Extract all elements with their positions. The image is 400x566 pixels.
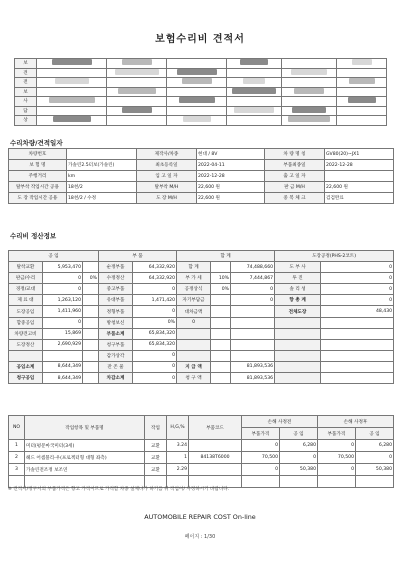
settlement-label <box>177 339 211 350</box>
settlement-value: 0 <box>43 284 83 295</box>
settlement-value <box>231 317 275 328</box>
vehicle-label: 출 고 일 자 <box>265 171 325 182</box>
redacted-cell <box>167 68 227 78</box>
settlement-label: 청구공임 <box>9 373 43 384</box>
redaction-bar <box>291 69 327 75</box>
redacted-cell <box>337 87 387 97</box>
info-row-label: 보 <box>15 87 37 97</box>
settlement-label: 탈착교환 <box>9 262 43 273</box>
info-row-label: 담 <box>15 106 37 116</box>
vehicle-label: 도 장 M/H <box>137 193 197 204</box>
items-header-before: 손해 사정전 <box>242 416 318 428</box>
settlement-value <box>321 373 394 384</box>
work-item-cell: 50,380 <box>280 464 318 476</box>
document-title: 보험수리비 견적서 <box>155 34 245 45</box>
work-item-cell: 0 <box>356 452 394 464</box>
settlement-value <box>321 328 394 339</box>
info-row <box>15 106 387 116</box>
work-item-cell: 3 <box>9 464 25 476</box>
work-item-row <box>9 452 394 464</box>
info-row-label: 사 <box>15 97 37 107</box>
settlement-label: 감가상각 <box>99 350 133 361</box>
redaction-bar <box>177 69 217 75</box>
redacted-cell <box>167 97 227 107</box>
redacted-cell <box>282 87 337 97</box>
redacted-cell <box>107 59 167 69</box>
vehicle-row <box>9 149 394 160</box>
redacted-cell <box>227 106 282 116</box>
info-row-label: 전 <box>15 78 37 88</box>
redacted-cell <box>37 116 107 126</box>
settlement-value: 0 <box>43 273 83 284</box>
vehicle-value: km <box>67 171 137 182</box>
items-header-code: 부품코드 <box>189 416 242 440</box>
redaction-bar <box>115 69 159 75</box>
vehicle-label: 주행거리 <box>9 171 67 182</box>
settlement-label: 0 <box>177 317 211 328</box>
settlement-label <box>275 339 321 350</box>
settlement-label <box>275 317 321 328</box>
vehicle-value: GV80(20)~JX1 <box>325 149 394 160</box>
settlement-label <box>177 350 211 361</box>
settlement-label <box>9 350 43 361</box>
redacted-cell <box>337 97 387 107</box>
redacted-cell <box>227 87 282 97</box>
info-row <box>15 116 387 126</box>
redaction-bar <box>122 59 152 65</box>
settlement-row <box>9 306 394 317</box>
settlement-value: 7,444,867 <box>231 273 275 284</box>
items-header-hg: H,G,% <box>167 416 189 440</box>
settlement-value <box>83 328 99 339</box>
redaction-bar <box>55 78 89 84</box>
items-header-name: 작업항목 및 부품명 <box>25 416 145 440</box>
work-item-cell <box>189 440 242 452</box>
settlement-value <box>83 295 99 306</box>
settlement-row <box>9 284 394 295</box>
labor-header: 공 임 <box>9 251 99 262</box>
redaction-bar <box>49 97 95 103</box>
work-item-cell: 3.24 <box>167 440 189 452</box>
paint-header: 도장공정(PHS-2코트) <box>275 251 394 262</box>
settlement-label <box>177 328 211 339</box>
settlement-row <box>9 295 394 306</box>
vehicle-value: 22,600 원 <box>197 182 265 193</box>
redacted-cell <box>337 59 387 69</box>
vehicle-label: 부품최종일 <box>265 160 325 171</box>
redacted-cell <box>227 59 282 69</box>
redacted-cell <box>227 68 282 78</box>
redacted-cell <box>282 97 337 107</box>
settlement-label: 공임소계 <box>9 361 43 372</box>
settlement-label: 방청보신 <box>99 317 133 328</box>
settlement-value: 0 <box>321 262 394 273</box>
vehicle-label: 입 고 일 자 <box>137 171 197 182</box>
settlement-value: 0 <box>321 273 394 284</box>
redacted-cell <box>167 59 227 69</box>
settlement-value <box>211 350 231 361</box>
work-item-cell <box>189 464 242 476</box>
settlement-label: 잔 존 물 <box>99 361 133 372</box>
items-sub-labor-after: 공 임 <box>356 428 394 440</box>
redacted-cell <box>227 78 282 88</box>
redaction-bar <box>234 107 274 113</box>
redacted-cell <box>37 68 107 78</box>
work-item-cell: 교환 <box>145 452 167 464</box>
vehicle-label: 최초등록일 <box>137 160 197 171</box>
settlement-label: 순정부품 <box>99 262 133 273</box>
vehicle-row <box>9 171 394 182</box>
redacted-cell <box>167 106 227 116</box>
redaction-bar <box>232 88 276 94</box>
settlement-value <box>231 306 275 317</box>
redacted-cell <box>167 116 227 126</box>
settlement-row <box>9 273 394 284</box>
settlement-value: 64,332,920 <box>133 262 177 273</box>
settlement-label: 지 급 액 <box>177 361 211 372</box>
items-sub-parts-after: 부품가격 <box>318 428 356 440</box>
settlement-label <box>275 373 321 384</box>
settlement-value <box>211 262 231 273</box>
settlement-value <box>321 339 394 350</box>
settlement-row <box>9 350 394 361</box>
vehicle-label: 탈부착 M/H <box>137 182 197 193</box>
redaction-bar <box>182 78 212 84</box>
settlement-section-title: 수리비 정산정보 <box>10 232 57 240</box>
work-item-cell: 2 <box>9 452 25 464</box>
settlement-value: 48,430 <box>321 306 394 317</box>
settlement-label: 차량견고비 <box>9 328 43 339</box>
vehicle-value: 현대 / 8V <box>197 149 265 160</box>
settlement-value: 0 <box>133 361 177 372</box>
redacted-cell <box>37 59 107 69</box>
settlement-value: 65,834,320 <box>133 339 177 350</box>
vehicle-row <box>9 160 394 171</box>
info-row <box>15 59 387 69</box>
vehicle-value <box>325 171 394 182</box>
settlement-value: 0 <box>231 295 275 306</box>
redacted-cell <box>167 87 227 97</box>
settlement-value <box>211 328 231 339</box>
settlement-label: 도장공임 <box>9 306 43 317</box>
redacted-cell <box>107 78 167 88</box>
settlement-value <box>43 350 83 361</box>
settlement-value <box>83 373 99 384</box>
settlement-value <box>321 350 394 361</box>
settlement-label: 판금/수리 <box>9 273 43 284</box>
vehicle-value: 2022-12-28 <box>197 171 265 182</box>
settlement-label <box>275 350 321 361</box>
total-header: 합 계 <box>177 251 275 262</box>
settlement-value: 5,953,470 <box>43 262 83 273</box>
parts-header: 부 품 <box>99 251 177 262</box>
settlement-label <box>275 361 321 372</box>
redacted-cell <box>282 68 337 78</box>
settlement-value <box>211 339 231 350</box>
work-item-cell: 6,280 <box>280 440 318 452</box>
redaction-bar <box>294 88 324 94</box>
settlement-label: 대차금액 <box>177 306 211 317</box>
vehicle-info-table <box>8 148 394 204</box>
vehicle-value: 검검완료 <box>325 193 394 204</box>
redaction-bar <box>118 88 156 94</box>
redaction-bar <box>240 59 268 65</box>
settlement-label: 정형부품 <box>99 306 133 317</box>
settlement-label: 제 료 대 <box>9 295 43 306</box>
redaction-bar <box>288 116 330 122</box>
work-item-cell: 교환 <box>145 464 167 476</box>
settlement-row <box>9 317 394 328</box>
settlement-value: 0 <box>133 373 177 384</box>
info-row <box>15 78 387 88</box>
work-item-cell: 1 <box>167 452 189 464</box>
settlement-label: 향 총 계 <box>275 295 321 306</box>
work-item-cell: 0 <box>242 440 280 452</box>
settlement-label: 중고부품 <box>99 284 133 295</box>
settlement-value <box>231 350 275 361</box>
settlement-label: 수정정산 <box>99 273 133 284</box>
settlement-value <box>231 339 275 350</box>
redacted-cell <box>107 116 167 126</box>
work-item-cell: 0 <box>242 464 280 476</box>
settlement-value: 0 <box>321 295 394 306</box>
vehicle-label: 탈부착 작업시간 공용 <box>9 182 67 193</box>
vehicle-value: 22,600 원 <box>325 182 394 193</box>
work-item-cell: 0 <box>280 452 318 464</box>
redacted-cell <box>337 68 387 78</box>
work-item-cell: 헤드 어셈블리-우(프로젝터형 대형 좌측) <box>25 452 145 464</box>
info-row-label: 보 <box>15 59 37 69</box>
insurance-info-table <box>14 58 387 126</box>
settlement-label: 유대부품 <box>99 295 133 306</box>
redaction-bar <box>348 97 376 103</box>
settlement-label: 전체도장 <box>275 306 321 317</box>
settlement-label: 투 진 <box>275 273 321 284</box>
redacted-cell <box>282 116 337 126</box>
settlement-value: 81,893,536 <box>231 361 275 372</box>
settlement-row <box>9 339 394 350</box>
settlement-value <box>211 295 231 306</box>
settlement-value: 8,644,349 <box>43 373 83 384</box>
vehicle-value: 18천/2 / 수정 <box>67 193 137 204</box>
settlement-value: 1,411,960 <box>43 306 83 317</box>
settlement-row <box>9 262 394 273</box>
settlement-value: 15,869 <box>43 328 83 339</box>
settlement-value <box>211 306 231 317</box>
info-row-label: 견 <box>15 68 37 78</box>
settlement-label: 합중공임 <box>9 317 43 328</box>
work-item-cell: 70,500 <box>242 452 280 464</box>
redaction-bar <box>122 107 152 113</box>
work-item-cell: 2.29 <box>167 464 189 476</box>
redaction-bar <box>349 78 375 84</box>
vehicle-section-title: 수리차량/견적일자 <box>10 139 63 147</box>
redaction-bar <box>52 59 92 65</box>
settlement-label: 합 계 <box>177 262 211 273</box>
vehicle-row <box>9 182 394 193</box>
redacted-cell <box>37 78 107 88</box>
redacted-cell <box>167 78 227 88</box>
settlement-value: 0 <box>133 350 177 361</box>
settlement-value <box>211 317 231 328</box>
disclaimer-note: ※ 견적서/정구서의 부품가격은 향고 가격이므로 가격할 차종 실제나가 하기를 위 작업이/ 사정하시기 바랍니다. <box>8 487 230 492</box>
vehicle-value: 18천/2 <box>67 182 137 193</box>
work-item-cell: 6,280 <box>356 440 394 452</box>
settlement-label <box>275 328 321 339</box>
work-item-cell: 0 <box>318 464 356 476</box>
work-item-cell: 84138T6000 <box>189 452 242 464</box>
settlement-value: 2,690,929 <box>43 339 83 350</box>
settlement-value: 65,834,320 <box>133 328 177 339</box>
redaction-bar <box>179 97 215 103</box>
settlement-value: 0 <box>321 284 394 295</box>
vehicle-label: 제작사/차종 <box>137 149 197 160</box>
settlement-label: 부 가 세 <box>177 273 211 284</box>
settlement-label: 공정상식 <box>177 284 211 295</box>
settlement-value <box>83 284 99 295</box>
vehicle-row <box>9 193 394 204</box>
items-sub-labor-before: 공 임 <box>280 428 318 440</box>
settlement-value <box>83 350 99 361</box>
settlement-label: 자기부담금 <box>177 295 211 306</box>
work-item-cell: 미터(평문마국미터(3세) <box>25 440 145 452</box>
settlement-value: 0% <box>83 273 99 284</box>
redacted-cell <box>107 87 167 97</box>
redacted-cell <box>337 106 387 116</box>
work-item-cell: 0 <box>318 440 356 452</box>
vehicle-value: 가솔린2.5터보(가솔린) <box>67 160 137 171</box>
info-row-label: 상 <box>15 116 37 126</box>
redacted-cell <box>37 106 107 116</box>
vehicle-label: 차 량 명 칭 <box>265 149 325 160</box>
settlement-value: 0 <box>231 284 275 295</box>
redacted-cell <box>282 78 337 88</box>
info-row <box>15 97 387 107</box>
settlement-value <box>83 361 99 372</box>
settlement-value <box>83 317 99 328</box>
redacted-cell <box>282 106 337 116</box>
vehicle-value: 2022-04-11 <box>197 160 265 171</box>
vehicle-value: 2022-12-28 <box>325 160 394 171</box>
vehicle-value <box>67 149 137 160</box>
settlement-label: 청 구 액 <box>177 373 211 384</box>
redacted-cell <box>107 68 167 78</box>
redacted-cell <box>107 106 167 116</box>
settlement-label: 청구부품 <box>99 339 133 350</box>
redacted-cell <box>282 59 337 69</box>
work-item-row <box>9 464 394 476</box>
redacted-cell <box>337 116 387 126</box>
settlement-value <box>83 262 99 273</box>
vehicle-label: 판 금 M/H <box>265 182 325 193</box>
settlement-label: 차감소계 <box>99 373 133 384</box>
vehicle-label: 차량번호 <box>9 149 67 160</box>
settlement-value <box>321 361 394 372</box>
items-header-after: 손해 사정후 <box>318 416 394 428</box>
redaction-bar <box>243 78 265 84</box>
work-item-cell: 1 <box>9 440 25 452</box>
settlement-row <box>9 373 394 384</box>
settlement-value: 74,488,660 <box>231 262 275 273</box>
settlement-label: 부품소계 <box>99 328 133 339</box>
redacted-cell <box>227 97 282 107</box>
redacted-cell <box>337 78 387 88</box>
settlement-row <box>9 361 394 372</box>
settlement-label: 경정/교대 <box>9 284 43 295</box>
settlement-label: 도장정산 <box>9 339 43 350</box>
redacted-cell <box>37 87 107 97</box>
redaction-bar <box>292 107 326 113</box>
settlement-value: 0 <box>133 284 177 295</box>
vehicle-label: 보 험 명 <box>9 160 67 171</box>
footer-title: AUTOMOBILE REPAIR COST On-line <box>144 513 256 521</box>
vehicle-label: 중 복 체 크 <box>265 193 325 204</box>
redacted-cell <box>227 116 282 126</box>
settlement-label: 도 부 사 <box>275 262 321 273</box>
settlement-value: 0% <box>133 317 177 328</box>
redacted-cell <box>37 97 107 107</box>
settlement-value <box>211 373 231 384</box>
settlement-value: 81,893,536 <box>231 373 275 384</box>
settlement-value <box>83 339 99 350</box>
settlement-value <box>321 317 394 328</box>
redaction-bar <box>183 116 211 122</box>
work-item-cell: 교환 <box>145 440 167 452</box>
settlement-value: 0 <box>43 317 83 328</box>
settlement-value <box>211 361 231 372</box>
settlement-value <box>83 306 99 317</box>
items-header-no: NO <box>9 416 25 440</box>
settlement-value: 1,471,420 <box>133 295 177 306</box>
settlement-value: 64,332,920 <box>133 273 177 284</box>
items-sub-parts-before: 부품가격 <box>242 428 280 440</box>
settlement-value <box>231 328 275 339</box>
settlement-label: 솔 리 성 <box>275 284 321 295</box>
settlement-value: 8,644,349 <box>43 361 83 372</box>
redaction-bar <box>352 59 372 65</box>
vehicle-value: 22,600 원 <box>197 193 265 204</box>
settlement-value: 0% <box>211 284 231 295</box>
settlement-value: 1,263,120 <box>43 295 83 306</box>
settlement-value: 0 <box>133 306 177 317</box>
vehicle-label: 도 장 작업시간 공용 <box>9 193 67 204</box>
settlement-table <box>8 250 394 384</box>
items-header-work: 작업 <box>145 416 167 440</box>
settlement-row <box>9 328 394 339</box>
work-item-cell: 70,500 <box>318 452 356 464</box>
redacted-cell <box>107 97 167 107</box>
settlement-value: 10% <box>211 273 231 284</box>
work-items-table <box>8 415 394 488</box>
redaction-bar <box>53 116 91 122</box>
work-item-cell: 가솔린전조정 보조연 <box>25 464 145 476</box>
page-number: 페이지 : 1/30 <box>184 534 216 540</box>
work-item-cell: 50,380 <box>356 464 394 476</box>
info-row <box>15 87 387 97</box>
work-item-row <box>9 440 394 452</box>
info-row <box>15 68 387 78</box>
